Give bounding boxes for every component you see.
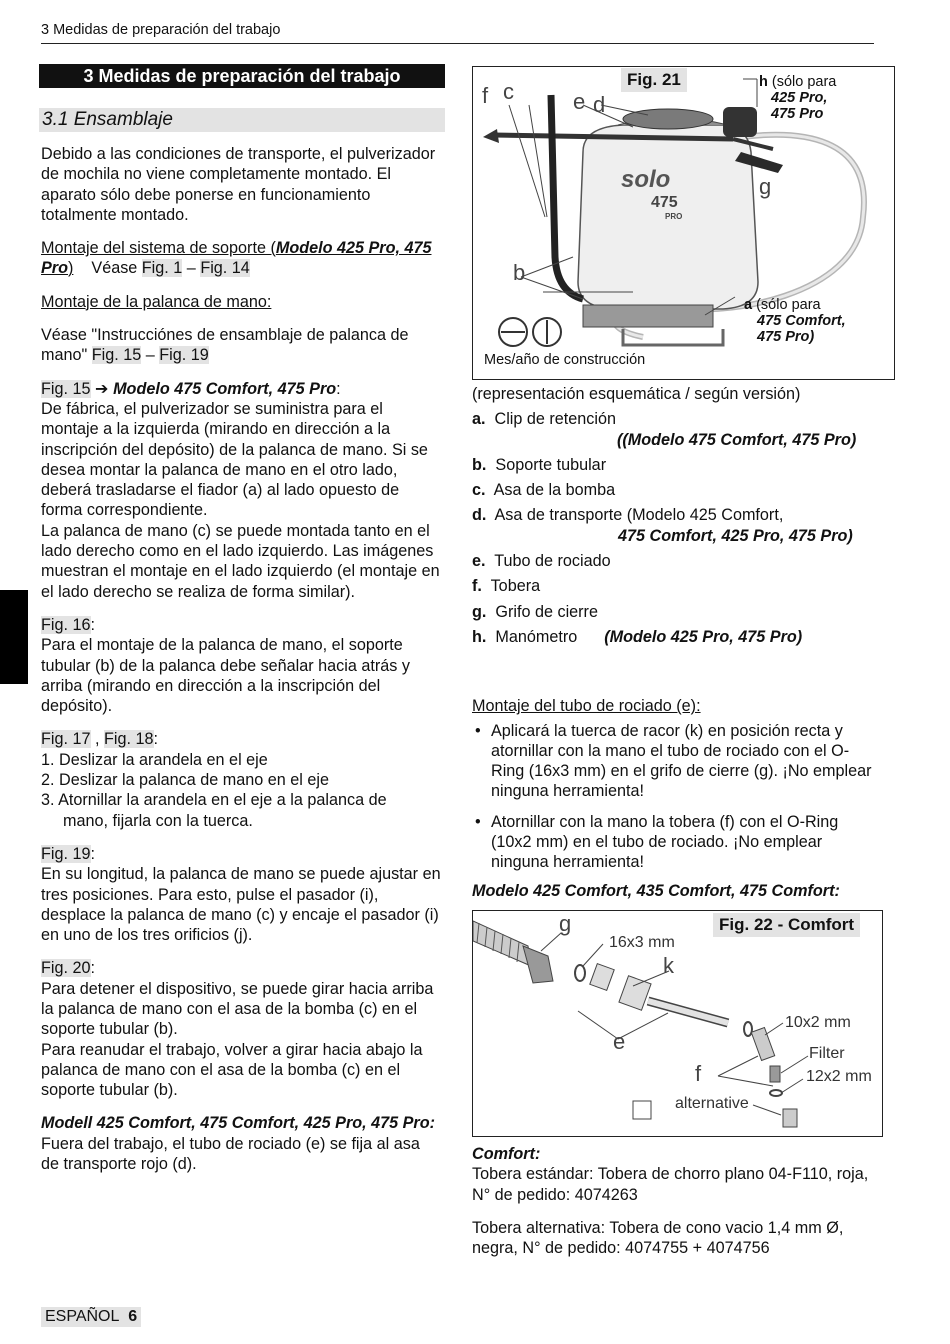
tube-title: Montaje del tubo de rociado (e): <box>472 697 701 716</box>
figure-22 <box>472 910 883 1137</box>
fig15-ref[interactable]: Fig. 15 <box>91 346 142 365</box>
fig20-ref[interactable]: Fig. 20 <box>41 959 91 978</box>
fig17-ref[interactable]: Fig. 17 <box>41 730 91 749</box>
label-b: b <box>513 260 526 285</box>
h-note: h (sólo para 425 Pro, 475 Pro <box>759 74 837 122</box>
fig21-date-caption: Mes/año de construcción <box>484 352 646 368</box>
tube-step-1: • Aplicará la tuerca de racor (k) en posición recta y atornillar con la mano el tubo de rociado con el O-Ring (16x3 mm) en el grifo de cierre (g). ¡No emplear ninguna herramienta! <box>472 721 882 802</box>
arrow-icon: ➔ <box>95 379 109 398</box>
fig17-paragraph: Fig. 17 , Fig. 18: 1. Deslizar la arandela en el eje 2. Deslizar la palanca de mano en el eje 3. Atornillar la arandela en el eje a la palanca de mano, fijarla con la tuerca. <box>41 730 387 830</box>
label-f: f <box>482 83 489 108</box>
fig22-label-k: k <box>663 953 674 978</box>
fig22-alternative: alternative <box>675 1095 749 1112</box>
comfort-title: Comfort: <box>472 1145 541 1163</box>
section-heading: 3 Medidas de preparación del trabajo <box>39 64 445 88</box>
label-d: d <box>593 92 606 117</box>
tank-brand: solo <box>621 166 671 193</box>
fig19-ref[interactable]: Fig. 19 <box>159 346 209 365</box>
lever-title: Montaje de la palanca de mano: <box>41 292 272 311</box>
fig16-paragraph: Fig. 16: Para el montaje de la palanca de mano, el soporte tubular (b) de la palanca debe señalar hacia atrás y arriba (mirando en dirección a la inscripción del depósito). <box>41 615 410 716</box>
label-g: g <box>759 174 772 199</box>
running-header: 3 Medidas de preparación del trabajo <box>41 22 281 38</box>
fig22-label-f: f <box>695 1061 702 1086</box>
page-number: 6 <box>128 1308 138 1325</box>
step-2: 2. Deslizar la palanca de mano en el eje <box>41 771 329 790</box>
lever-paragraph: Véase "Instrucciónes de ensamblaje de palanca de mano" Fig. 15 – Fig. 19 <box>41 326 409 365</box>
support-paragraph: Montaje del sistema de soporte (Modelo 425 Pro, 475 Pro) Véase Fig. 1 – Fig. 14 <box>41 239 432 278</box>
legend-c: c. Asa de la bomba <box>472 481 616 500</box>
legend-h: h. Manómetro (Modelo 425 Pro, 475 Pro) <box>472 627 803 646</box>
comfort-alternative: Tobera alternativa: Tobera de cono vacio 1,4 mm Ø, negra, N° de pedido: 4074755 + 4074756 <box>472 1218 844 1258</box>
legend-e: e. Tubo de rociado <box>472 552 611 571</box>
comfort-standard: Tobera estándar: Tobera de chorro plano 04-F110, roja, N° de pedido: 4074263 <box>472 1165 869 1204</box>
chapter-tab <box>0 590 28 684</box>
fig20-paragraph: Fig. 20: Para detener el dispositivo, se puede girar hacia arriba la palanca de mano con el asa de la bomba (c) en el soporte tubular (b). Para reanudar el trabajo, volver a girar hacia abajo la palanca de mano con el asa de la bomba (c) en el soporte tubular (b). <box>41 959 434 1100</box>
subsection-heading: 3.1 Ensamblaje <box>39 108 445 132</box>
fig1-ref[interactable]: Fig. 1 <box>141 259 183 278</box>
fig21-tag: Fig. 21 <box>621 68 687 92</box>
legend-d: d. Asa de transporte (Modelo 425 Comfort, 475 Comfort, 425 Pro, 475 Pro) <box>472 506 853 545</box>
fig15-paragraph: Fig. 15 ➔ Modelo 475 Comfort, 475 Pro: De fábrica, el pulverizador se suministra para el montaje a la izquierda (mirando en dirección a la inscripción del depósito) de la palanca de mano. Si se desea montar la palanca de mano en el otro lado, deberá trasladarse el fiador (a) al lado opuesto de forma correspondiente. La palanca de mano (c) se puede montada tanto en el lado derecho como en el lado izquierdo. Las imágenes muestran el montaje en el lado izquierdo (el montaje en el lado derecho se realiza de forma similar). <box>41 379 440 601</box>
label-c: c <box>503 79 514 104</box>
fig14-ref[interactable]: Fig. 14 <box>200 259 250 278</box>
step-1: 1. Deslizar la arandela en el eje <box>41 750 268 769</box>
right-column <box>472 384 882 914</box>
fig22-label-g: g <box>559 911 572 936</box>
fig21-caption: (representación esquemática / según versión) <box>472 385 801 403</box>
fig22-label-e: e <box>613 1029 626 1054</box>
left-column <box>39 64 445 1187</box>
figure-21 <box>472 66 895 380</box>
label-e: e <box>573 89 586 114</box>
step-3-cont: mano, fijarla con la tuerca. <box>63 811 253 830</box>
fig22-ring-10x2: 10x2 mm <box>785 1014 851 1031</box>
header-rule <box>41 43 874 44</box>
fig19-paragraph: Fig. 19: En su longitud, la palanca de mano se puede ajustar en tres posiciones. Para esto, pulse el pasador (i), desplace la palanca de mano (c) y encaje el pasador (i) en uno de los tres orificios (j). <box>41 844 441 945</box>
comfort-section <box>472 1144 882 1271</box>
tube-model-line: Modelo 425 Comfort, 435 Comfort, 475 Comfort: <box>472 881 840 900</box>
fig22-ring-16x3: 16x3 mm <box>609 934 675 951</box>
tank-model: 475 <box>651 194 678 211</box>
step-3: 3. Atornillar la arandela en el eje a la palanca de <box>41 791 387 810</box>
tube-step-2: • Atornillar con la mano la tobera (f) con el O-Ring (10x2 mm) en el tubo de rociado. ¡No emplear ninguna herramienta! <box>472 812 882 873</box>
tank-sub: PRO <box>665 212 683 221</box>
page-footer <box>41 1307 141 1327</box>
fig22-tag: Fig. 22 - Comfort <box>713 913 860 937</box>
legend-g: g. Grifo de cierre <box>472 602 598 621</box>
fig22-filter: Filter <box>809 1045 845 1062</box>
footer-language: ESPAÑOL <box>45 1308 120 1325</box>
tube-steps <box>472 721 882 873</box>
legend-list <box>472 409 882 647</box>
fig15-ref-2[interactable]: Fig. 15 <box>41 379 91 398</box>
fig16-ref[interactable]: Fig. 16 <box>41 615 91 634</box>
legend-f: f. Tobera <box>472 577 541 596</box>
a-note: a (sólo para 475 Comfort, 475 Pro) <box>744 297 846 345</box>
intro-paragraph: Debido a las condiciones de transporte, el pulverizador de mochila no viene completamente montado. El aparato sólo debe ponerse en funcionamiento totalmente montado. <box>41 145 436 224</box>
modell-paragraph: Modell 425 Comfort, 475 Comfort, 425 Pro, 475 Pro: Fuera del trabajo, el tubo de rociado (e) se fija al asa de transporte rojo (d). <box>41 1114 436 1174</box>
legend-b: b. Soporte tubular <box>472 455 607 474</box>
fig19-ref-2[interactable]: Fig. 19 <box>41 844 91 863</box>
legend-a: a. Clip de retención ((Modelo 475 Comfort, 475 Pro) <box>472 410 857 449</box>
fig18-ref[interactable]: Fig. 18 <box>104 730 154 749</box>
fig22-ring-12x2: 12x2 mm <box>806 1068 872 1085</box>
